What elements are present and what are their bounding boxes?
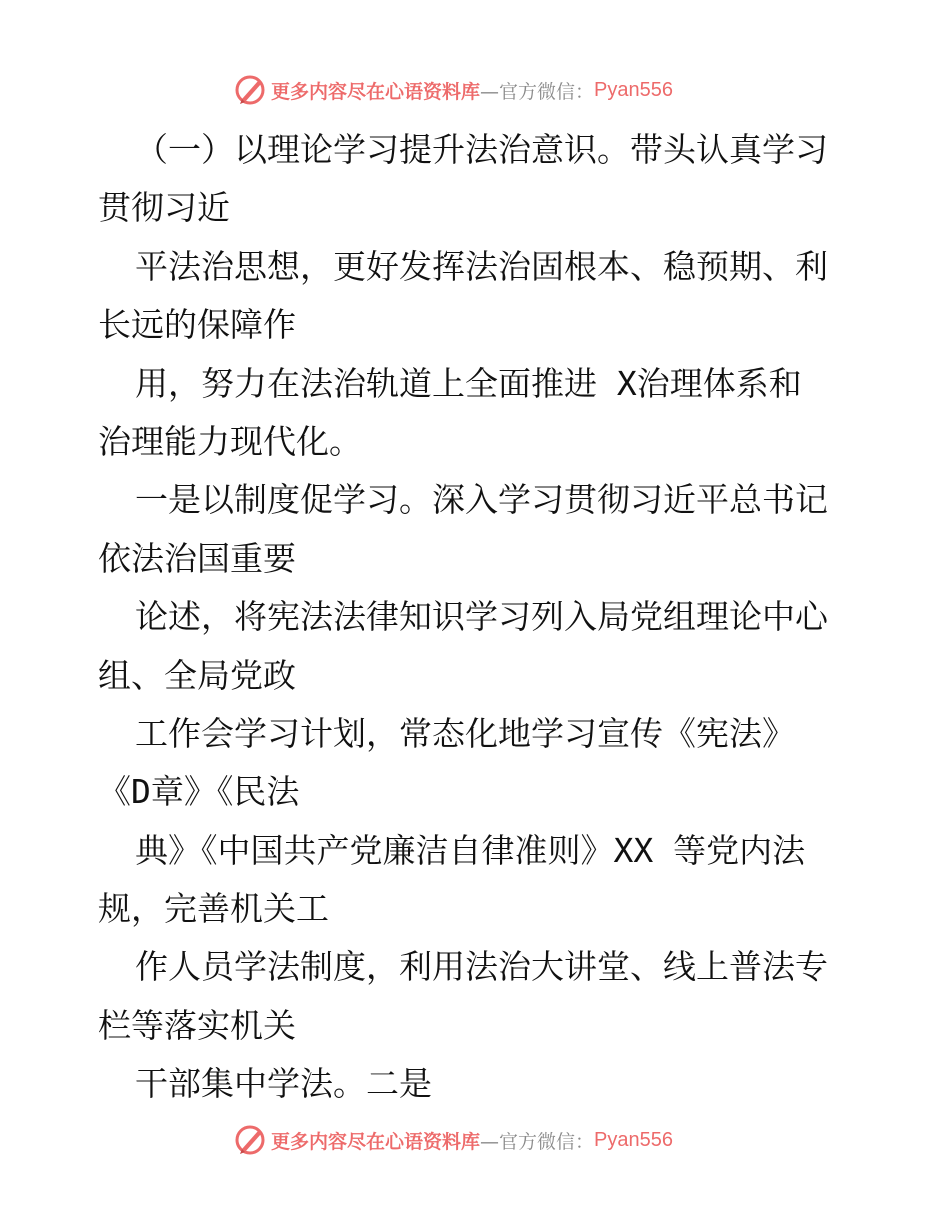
text-line: 工作会学习计划，常态化地学习宣传《宪法》 xyxy=(135,713,795,753)
watermark-footer xyxy=(233,1123,673,1157)
pen-logo-icon xyxy=(233,73,267,107)
text-line: 《D章》《民法 xyxy=(98,772,300,812)
text-line: 治理能力现代化。 xyxy=(98,421,362,461)
text-line: 干部集中学法。二是 xyxy=(135,1064,432,1104)
text-line: 用，努力在法治轨道上全面推进 X治理体系和 xyxy=(135,363,802,403)
text-line: 论述，将宪法法律知识学习列入局党组理论中心 xyxy=(135,597,828,637)
text-line: 规，完善机关工 xyxy=(98,889,329,929)
text-line: （一）以理论学习提升法治意识。带头认真学习 xyxy=(135,130,828,169)
pen-logo-icon xyxy=(233,1123,267,1157)
text-line: 依法治国重要 xyxy=(98,538,296,578)
watermark-main-text: 更多内容尽在心语资料库 xyxy=(271,1130,481,1153)
text-line: 平法治思想，更好发挥法治固根本、稳预期、利 xyxy=(135,246,828,286)
watermark-label: —官方微信： xyxy=(480,80,595,103)
document-body xyxy=(98,121,858,1114)
watermark-wechat-id: Pyan556 xyxy=(594,78,673,101)
text-line: 长远的保障作 xyxy=(98,305,296,345)
text-line: 典》《中国共产党廉洁自律准则》XX 等党内法 xyxy=(135,830,806,870)
text-line: 贯彻习近 xyxy=(98,188,230,228)
watermark-main-text: 更多内容尽在心语资料库 xyxy=(271,80,481,103)
watermark-header xyxy=(233,73,673,107)
text-line: 组、全局党政 xyxy=(98,655,296,695)
watermark-wechat-id: Pyan556 xyxy=(594,1128,673,1151)
text-line: 作人员学法制度，利用法治大讲堂、线上普法专 xyxy=(135,947,828,987)
text-line: 一是以制度促学习。深入学习贯彻习近平总书记 xyxy=(135,480,828,520)
watermark-label: —官方微信： xyxy=(480,1130,595,1153)
text-line: 栏等落实机关 xyxy=(98,1005,296,1045)
